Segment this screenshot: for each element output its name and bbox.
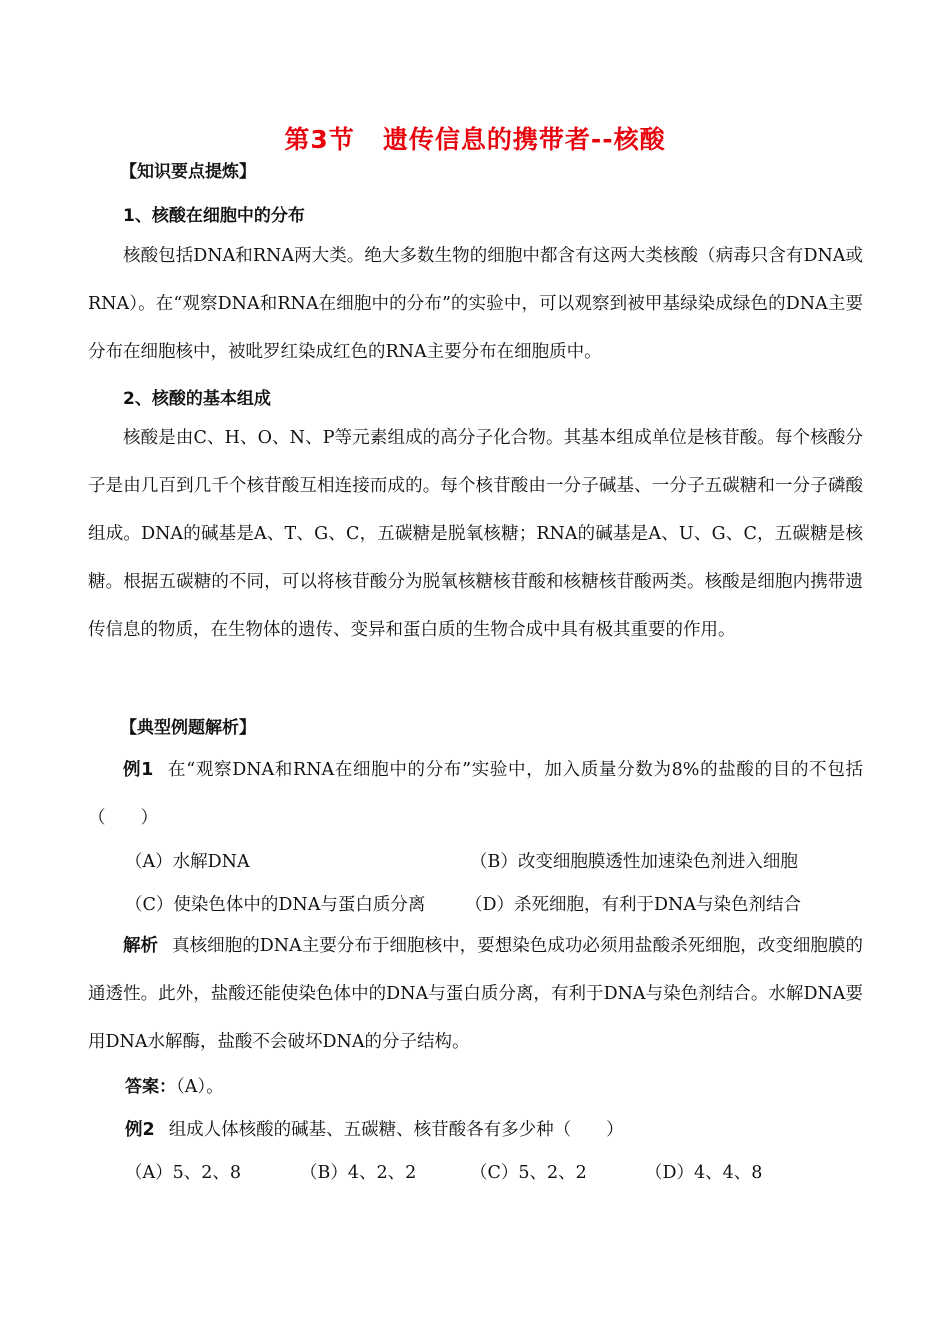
section-number: 第3节 <box>284 125 355 154</box>
section1-heading: 1、核酸在细胞中的分布 <box>123 206 305 226</box>
example1-option-b: （B）改变细胞膜透性加速染色剂进入细胞 <box>470 852 798 872</box>
section1-paragraph: 核酸包括DNA和RNA两大类。绝大多数生物的细胞中都含有这两大类核酸（病毒只含有DNA或RNA）。在“观察DNA和RNA在细胞中的分布”的实验中，可以观察到被甲基绿染成绿色的DNA主要分布在细胞核中，被吡罗红染成红色的RNA主要分布在细胞质中。 <box>88 246 863 362</box>
section2-paragraph: 核酸是由C、H、O、N、P等元素组成的高分子化合物。其基本组成单位是核苷酸。每个核酸分子是由几百到几千个核苷酸互相连接而成的。每个核苷酸由一分子碱基、一分子五碳糖和一分子磷酸组成。DNA的碱基是A、T、G、C，五碳糖是脱氧核糖；RNA的碱基是A、U、G、C，五碳糖是核糖。根据五碳糖的不同，可以将核苷酸分为脱氧核糖核苷酸和核糖核苷酸两类。核酸是细胞内携带遗传信息的物质，在生物体的遗传、变异和蛋白质的生物合成中具有极其重要的作用。 <box>88 428 863 640</box>
answer-value: （A）。 <box>176 1077 224 1097</box>
example1-label: 例1 <box>123 760 154 780</box>
example1-question-text: 在“观察DNA和RNA在细胞中的分布”实验中，加入质量分数为8%的盐酸的目的不包括（ ） <box>88 760 863 828</box>
example1-option-d: （D）杀死细胞，有利于DNA与染色剂结合 <box>465 895 802 915</box>
analysis-text: 真核细胞的DNA主要分布于细胞核中，要想染色成功必须用盐酸杀死细胞，改变细胞膜的通透性。此外，盐酸还能使染色体中的DNA与蛋白质分离，有利于DNA与染色剂结合。水解DNA要用DNA水解酶，盐酸不会破坏DNA的分子结构。 <box>88 936 863 1052</box>
example1-option-c: （C）使染色体中的DNA与蛋白质分离 <box>125 895 426 915</box>
examples-heading: 【典型例题解析】 <box>120 718 256 738</box>
example1-answer <box>125 1075 224 1099</box>
analysis-label: 解析 <box>123 936 159 956</box>
page-title <box>0 120 950 156</box>
example1-question <box>88 746 863 842</box>
example2-question <box>125 1118 624 1142</box>
example2-option-d: （D）4、4、8 <box>645 1163 763 1183</box>
example2-option-a: （A）5、2、8 <box>125 1163 242 1183</box>
answer-label: 答案： <box>125 1077 176 1097</box>
example2-option-b: （B）4、2、2 <box>300 1163 417 1183</box>
example2-option-c: （C）5、2、2 <box>470 1163 587 1183</box>
example2-label: 例2 <box>125 1120 155 1140</box>
example1-analysis <box>88 922 863 1066</box>
section-topic: 遗传信息的携带者--核酸 <box>382 125 666 154</box>
section2-heading: 2、核酸的基本组成 <box>123 389 271 409</box>
knowledge-heading: 【知识要点提炼】 <box>120 162 256 182</box>
example1-option-a: （A）水解DNA <box>125 852 250 872</box>
example2-question-text: 组成人体核酸的碱基、五碳糖、核苷酸各有多少种（ ） <box>168 1120 624 1140</box>
